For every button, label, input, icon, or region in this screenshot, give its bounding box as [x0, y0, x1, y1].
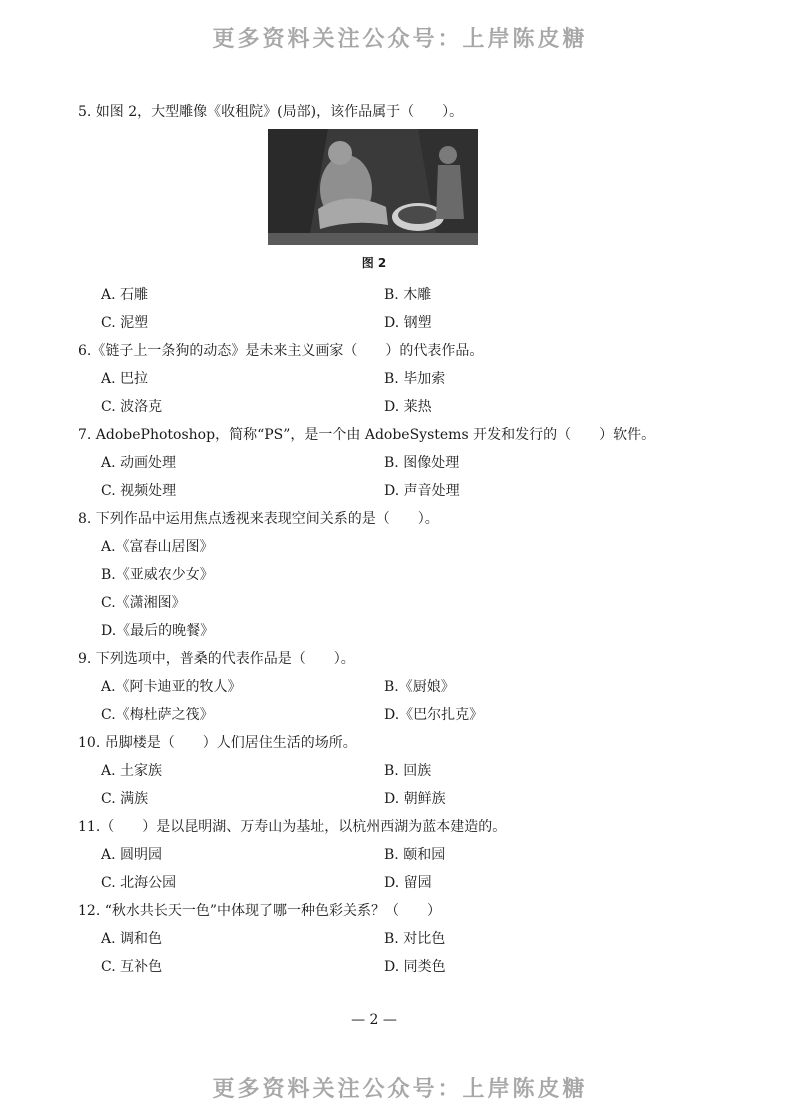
q11-option-a[interactable]: A. 圆明园 — [101, 847, 163, 863]
q5-option-c[interactable]: C. 泥塑 — [101, 315, 149, 331]
q8-option-a[interactable]: A.《富春山居图》 — [101, 539, 214, 555]
q9-option-b[interactable]: B.《厨娘》 — [384, 679, 455, 695]
watermark-banner-top: 更多资料关注公众号：上岸陈皮糖 — [212, 27, 588, 52]
q9-option-a[interactable]: A.《阿卡迪亚的牧人》 — [101, 679, 242, 695]
question-9-stem: 9. 下列选项中，普桑的代表作品是（ ）。 — [78, 651, 355, 667]
q12-option-c[interactable]: C. 互补色 — [101, 959, 163, 975]
q10-option-a[interactable]: A. 土家族 — [101, 763, 163, 779]
q7-option-c[interactable]: C. 视频处理 — [101, 483, 177, 499]
watermark-banner-bottom: 更多资料关注公众号：上岸陈皮糖 — [212, 1077, 588, 1102]
question-8-stem: 8. 下列作品中运用焦点透视来表现空间关系的是（ ）。 — [78, 511, 439, 527]
q7-option-d[interactable]: D. 声音处理 — [384, 483, 460, 499]
q10-option-c[interactable]: C. 满族 — [101, 791, 149, 807]
q9-option-c[interactable]: C.《梅杜萨之筏》 — [101, 707, 214, 723]
question-5-stem: 5. 如图 2，大型雕像《收租院》(局部)，该作品属于（ ）。 — [78, 104, 464, 120]
q12-option-d[interactable]: D. 同类色 — [384, 959, 446, 975]
q7-option-b[interactable]: B. 图像处理 — [384, 455, 460, 471]
q10-option-d[interactable]: D. 朝鲜族 — [384, 791, 446, 807]
q11-option-d[interactable]: D. 留园 — [384, 875, 432, 891]
q5-option-a[interactable]: A. 石雕 — [101, 287, 149, 303]
q8-option-d[interactable]: D.《最后的晚餐》 — [101, 623, 215, 639]
question-6-stem: 6.《链子上一条狗的动态》是未来主义画家（ ）的代表作品。 — [78, 343, 484, 359]
q6-option-d[interactable]: D. 莱热 — [384, 399, 432, 415]
q5-option-d[interactable]: D. 钢塑 — [384, 315, 432, 331]
q12-option-a[interactable]: A. 调和色 — [101, 931, 163, 947]
q6-option-b[interactable]: B. 毕加索 — [384, 371, 446, 387]
q6-option-c[interactable]: C. 波洛克 — [101, 399, 163, 415]
figure-caption: 图 2 — [361, 256, 387, 270]
question-11-stem: 11.（ ）是以昆明湖、万寿山为基址，以杭州西湖为蓝本建造的。 — [78, 819, 507, 835]
q7-option-a[interactable]: A. 动画处理 — [101, 455, 177, 471]
q6-option-a[interactable]: A. 巴拉 — [101, 371, 149, 387]
q11-option-c[interactable]: C. 北海公园 — [101, 875, 177, 891]
question-12-stem: 12. “秋水共长天一色”中体现了哪一种色彩关系？（ ） — [78, 903, 442, 919]
q5-option-b[interactable]: B. 木雕 — [384, 287, 432, 303]
question-7-stem: 7. AdobePhotoshop，简称“PS”，是一个由 AdobeSystems 开发和发行的（ ）软件。 — [78, 427, 656, 443]
sculpture-photo — [268, 129, 478, 245]
question-10-stem: 10. 吊脚楼是（ ）人们居住生活的场所。 — [78, 735, 357, 751]
q12-option-b[interactable]: B. 对比色 — [384, 931, 446, 947]
q9-option-d[interactable]: D.《巴尔扎克》 — [384, 707, 484, 723]
q8-option-b[interactable]: B.《亚威农少女》 — [101, 567, 214, 583]
q10-option-b[interactable]: B. 回族 — [384, 763, 432, 779]
q11-option-b[interactable]: B. 颐和园 — [384, 847, 446, 863]
q8-option-c[interactable]: C.《潇湘图》 — [101, 595, 186, 611]
page-number: — 2 — — [351, 1012, 397, 1028]
